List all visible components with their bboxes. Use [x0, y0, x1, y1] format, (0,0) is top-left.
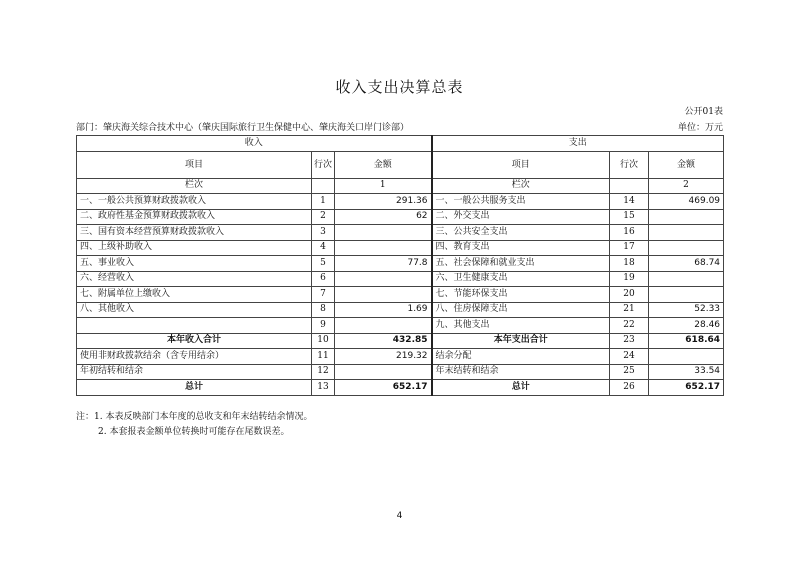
expense-item: 九、其他支出	[432, 318, 610, 334]
expense-item: 六、卫生健康支出	[432, 271, 610, 287]
table-row	[77, 271, 724, 287]
expense-row-number: 20	[610, 287, 649, 303]
expense-column-blank	[610, 178, 649, 194]
income-column-label: 栏次	[77, 178, 312, 194]
table-row	[77, 318, 724, 334]
expense-row-number: 16	[610, 225, 649, 241]
note-1: 注：1. 本表反映部门本年度的总收支和年末结转结余情况。	[76, 412, 313, 422]
expense-item: 七、节能环保支出	[432, 287, 610, 303]
expense-item: 结余分配	[432, 349, 610, 365]
unit-label: 单位：万元	[677, 123, 723, 133]
income-amount	[335, 240, 432, 256]
table-row	[77, 240, 724, 256]
income-header: 收入	[77, 136, 432, 152]
table-row	[77, 302, 724, 318]
expense-amount: 618.64	[649, 333, 724, 349]
expense-row-number: 24	[610, 349, 649, 365]
table-row	[77, 194, 724, 210]
income-row-number: 5	[312, 256, 335, 272]
expense-amount-header: 金额	[649, 151, 724, 178]
expense-column-label: 栏次	[432, 178, 610, 194]
department-label: 部门：肇庆海关综合技术中心（肇庆国际旅行卫生保健中心、肇庆海关口岸门诊部）	[76, 123, 410, 133]
income-amount: 1.69	[335, 302, 432, 318]
expense-row-number: 17	[610, 240, 649, 256]
income-item: 八、其他收入	[77, 302, 312, 318]
expense-amount: 469.09	[649, 194, 724, 210]
expense-item: 二、外交支出	[432, 209, 610, 225]
income-item: 六、经营收入	[77, 271, 312, 287]
income-row-number: 8	[312, 302, 335, 318]
expense-item: 五、社会保障和就业支出	[432, 256, 610, 272]
expense-rowno-header: 行次	[610, 151, 649, 178]
expense-row-number: 23	[610, 333, 649, 349]
expense-amount: 68.74	[649, 256, 724, 272]
income-amount	[335, 271, 432, 287]
income-amount	[335, 364, 432, 380]
income-row-number: 9	[312, 318, 335, 334]
expense-amount	[649, 349, 724, 365]
income-amount: 291.36	[335, 194, 432, 210]
income-rowno-header: 行次	[312, 151, 335, 178]
income-row-number: 13	[312, 380, 335, 396]
income-row-number: 6	[312, 271, 335, 287]
expense-amount: 652.17	[649, 380, 724, 396]
income-item: 三、国有资本经营预算财政拨款收入	[77, 225, 312, 241]
income-item: 二、政府性基金预算财政拨款收入	[77, 209, 312, 225]
note-2: 2. 本套报表金额单位转换时可能存在尾数误差。	[98, 427, 290, 437]
expense-amount: 52.33	[649, 302, 724, 318]
table-row	[77, 256, 724, 272]
table-row	[77, 209, 724, 225]
income-amount: 77.8	[335, 256, 432, 272]
income-amount-header: 金额	[335, 151, 432, 178]
expense-amount	[649, 225, 724, 241]
expense-amount	[649, 240, 724, 256]
income-item: 使用非财政拨款结余（含专用结余）	[77, 349, 312, 365]
expense-item: 本年支出合计	[432, 333, 610, 349]
expense-row-number: 22	[610, 318, 649, 334]
income-item: 五、事业收入	[77, 256, 312, 272]
income-column-blank	[312, 178, 335, 194]
expense-row-number: 21	[610, 302, 649, 318]
notes	[76, 410, 312, 440]
income-item	[77, 318, 312, 334]
income-item: 本年收入合计	[77, 333, 312, 349]
expense-item: 八、住房保障支出	[432, 302, 610, 318]
expense-row-number: 19	[610, 271, 649, 287]
expense-amount: 28.46	[649, 318, 724, 334]
expense-amount	[649, 287, 724, 303]
table-row	[77, 333, 724, 349]
income-item: 七、附属单位上缴收入	[77, 287, 312, 303]
expense-header: 支出	[432, 136, 724, 152]
expense-row-number: 25	[610, 364, 649, 380]
expense-item: 三、公共安全支出	[432, 225, 610, 241]
expense-amount	[649, 271, 724, 287]
income-item: 总计	[77, 380, 312, 396]
income-amount	[335, 287, 432, 303]
income-row-number: 10	[312, 333, 335, 349]
table-row	[77, 287, 724, 303]
income-item-header: 项目	[77, 151, 312, 178]
income-amount: 219.32	[335, 349, 432, 365]
income-amount	[335, 318, 432, 334]
expense-row-number: 15	[610, 209, 649, 225]
income-row-number: 12	[312, 364, 335, 380]
form-code: 公开01表	[684, 107, 723, 117]
expense-item: 四、教育支出	[432, 240, 610, 256]
income-expense-table	[76, 135, 724, 396]
expense-row-number: 18	[610, 256, 649, 272]
income-item: 四、上级补助收入	[77, 240, 312, 256]
income-row-number: 11	[312, 349, 335, 365]
income-amount	[335, 225, 432, 241]
table-row	[77, 364, 724, 380]
expense-item-header: 项目	[432, 151, 610, 178]
page-title: 收入支出决算总表	[335, 78, 464, 96]
expense-row-number: 26	[610, 380, 649, 396]
income-item: 年初结转和结余	[77, 364, 312, 380]
income-amount: 62	[335, 209, 432, 225]
table-row	[77, 380, 724, 396]
income-column-number: 1	[335, 178, 432, 194]
expense-amount: 33.54	[649, 364, 724, 380]
table-row	[77, 349, 724, 365]
income-row-number: 7	[312, 287, 335, 303]
expense-row-number: 14	[610, 194, 649, 210]
expense-item: 年末结转和结余	[432, 364, 610, 380]
income-row-number: 4	[312, 240, 335, 256]
income-amount: 652.17	[335, 380, 432, 396]
table-row	[77, 225, 724, 241]
income-row-number: 1	[312, 194, 335, 210]
expense-column-number: 2	[649, 178, 724, 194]
income-item: 一、一般公共预算财政拨款收入	[77, 194, 312, 210]
income-amount: 432.85	[335, 333, 432, 349]
expense-amount	[649, 209, 724, 225]
expense-item: 总计	[432, 380, 610, 396]
income-row-number: 3	[312, 225, 335, 241]
page-number: 4	[396, 511, 403, 521]
income-row-number: 2	[312, 209, 335, 225]
expense-item: 一、一般公共服务支出	[432, 194, 610, 210]
